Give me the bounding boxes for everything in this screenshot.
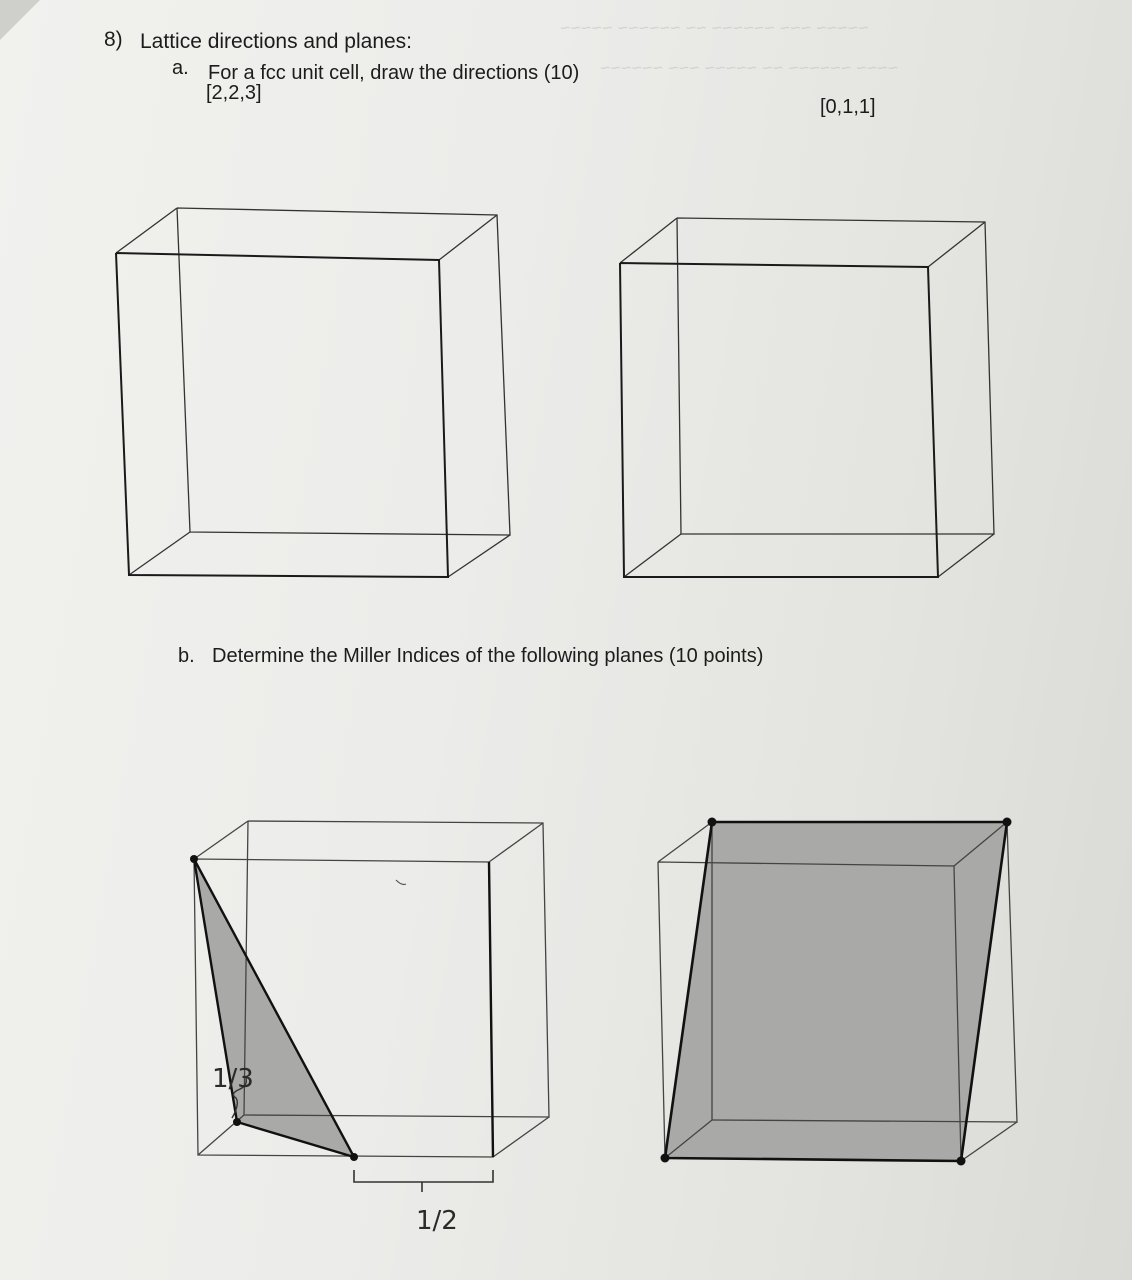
- part-b-label: b.: [178, 645, 195, 667]
- cube-b1-front-right-edge: [489, 862, 493, 1157]
- cube-b2-edge-tl: [658, 822, 712, 862]
- cube-b1-edge-br: [493, 1117, 549, 1157]
- stray-pen-mark: [396, 880, 406, 885]
- cube-a2-edge-tl: [620, 218, 677, 263]
- cube-a1: [116, 208, 510, 577]
- cube-b2-edge-br: [961, 1122, 1017, 1161]
- cube-b1-edge-tr: [489, 823, 543, 862]
- plane-b2-vertex-br: [957, 1157, 966, 1166]
- plane-b2-vertex-tr: [1003, 818, 1012, 827]
- plane-b1-vertex-left: [233, 1118, 241, 1126]
- cube-a1-edge-tr: [439, 215, 497, 260]
- plane-b2: [665, 822, 1007, 1161]
- plane-b1-vertex-top: [190, 855, 198, 863]
- cube-b1-edge-tl: [194, 821, 248, 859]
- cube-a2-edge-bl: [624, 534, 681, 577]
- bleed-through-1: ~~~~~ ~~~ ~~~~~~ ~~ ~~~~~~ ~~~~~: [560, 18, 869, 38]
- cube-a2: [620, 218, 994, 577]
- half-bracket: [354, 1170, 493, 1192]
- direction-label-1: [2,2,3]: [206, 82, 262, 104]
- annotation-one-third: 1/3: [212, 1064, 254, 1094]
- cube-a1-front-face: [116, 253, 448, 577]
- cube-b1: [190, 821, 549, 1192]
- cube-a2-edge-br: [938, 534, 994, 577]
- cube-a2-front-face: [620, 263, 938, 577]
- cube-a1-edge-tl: [116, 208, 177, 253]
- direction-label-2: [0,1,1]: [820, 96, 876, 118]
- annotation-one-half: 1/2: [416, 1206, 458, 1236]
- part-a-text: For a fcc unit cell, draw the directions (10): [208, 62, 580, 84]
- cube-b2: [658, 818, 1017, 1166]
- question-number: 8): [104, 28, 123, 51]
- cube-a1-edge-bl: [129, 532, 190, 575]
- plane-b1-vertex-bottom: [350, 1153, 358, 1161]
- plane-b2-vertex-tl: [708, 818, 717, 827]
- part-a-label: a.: [172, 57, 189, 79]
- question-title: Lattice directions and planes:: [140, 30, 413, 53]
- plane-b2-vertex-bl: [661, 1154, 670, 1163]
- cube-a1-edge-br: [448, 535, 510, 577]
- cube-a2-edge-tr: [928, 222, 985, 267]
- bleed-through-2: ~~~~ ~~~~~~ ~~ ~~~~~ ~~~ ~~~~~~: [600, 58, 899, 78]
- part-b-text: Determine the Miller Indices of the following planes (10 points): [212, 645, 764, 667]
